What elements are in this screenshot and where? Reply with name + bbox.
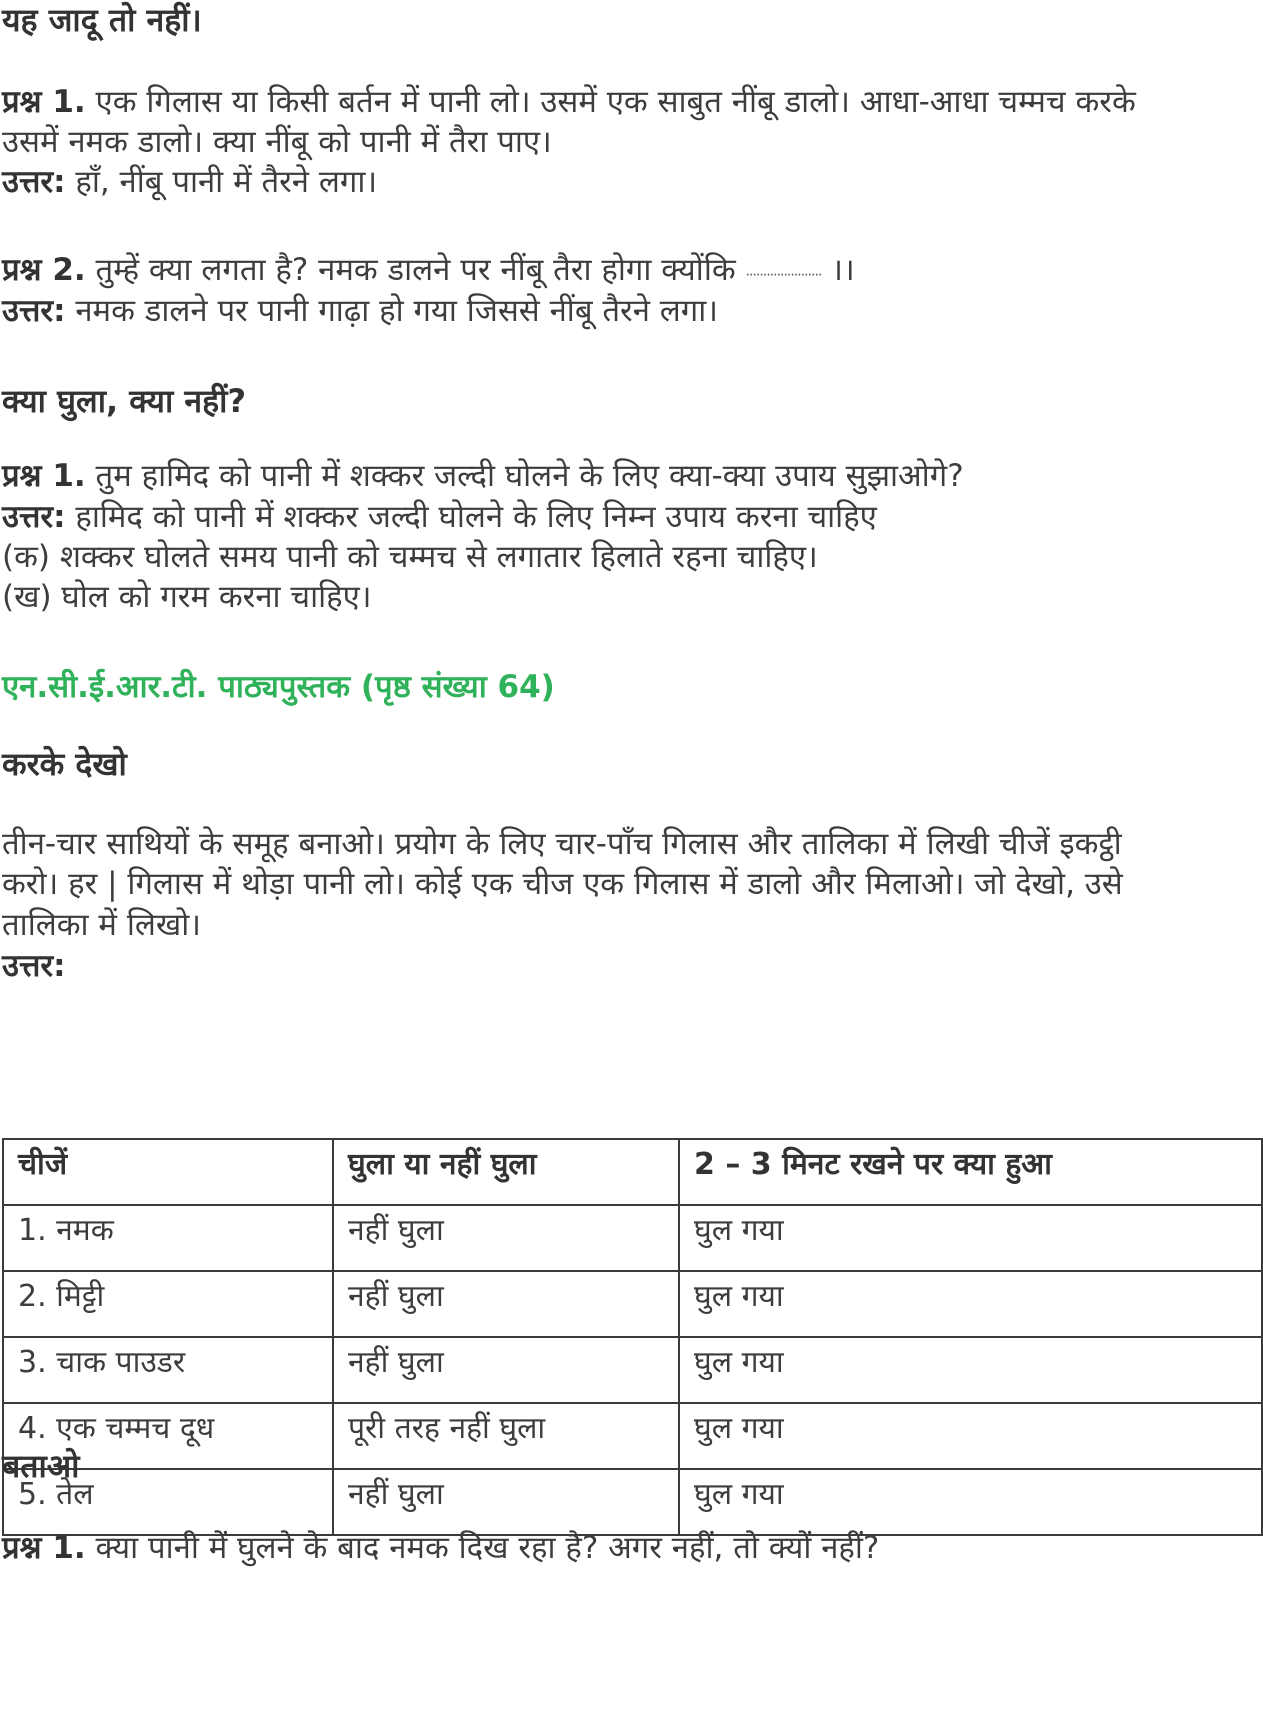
table-cell: घुल गया xyxy=(679,1403,1262,1469)
section-title-do: करके देखो xyxy=(2,745,127,783)
table-header-cell: चीजें xyxy=(3,1139,333,1205)
question-text: तुम हामिद को पानी में शक्कर जल्दी घोलने के लिए क्या-क्या उपाय सुझाओगे? xyxy=(85,458,964,494)
answer-label: उत्तर: xyxy=(2,164,66,200)
table-cell: पूरी तरह नहीं घुला xyxy=(333,1403,679,1469)
question-2-line xyxy=(2,250,855,292)
answer-text: नमक डालने पर पानी गाढ़ा हो गया जिससे नींबू तैरने लगा। xyxy=(65,293,719,329)
table-cell: घुल गया xyxy=(679,1205,1262,1271)
section-title-tell: बताओ xyxy=(2,1447,80,1485)
table-cell: नहीं घुला xyxy=(333,1469,679,1535)
table-row xyxy=(3,1271,1262,1337)
table-header-cell: 2 – 3 मिनट रखने पर क्या हुआ xyxy=(679,1139,1262,1205)
answer-2-line xyxy=(2,291,718,331)
table-row xyxy=(3,1469,1262,1535)
question-1-line-a xyxy=(2,82,1136,122)
paragraph-line-b: करो। हर | गिलास में थोड़ा पानी लो। कोई एक चीज एक गिलास में डालो और मिलाओ। जो देखो, उसे xyxy=(2,866,1123,902)
section-title-dissolve: क्या घुला, क्या नहीं? xyxy=(2,382,247,420)
table-row xyxy=(3,1205,1262,1271)
paragraph-line-a: तीन-चार साथियों के समूह बनाओ। प्रयोग के लिए चार-पाँच गिलास और तालिका में लिखी चीजें इकट्ठी xyxy=(2,826,1122,862)
question-label: प्रश्न 1. xyxy=(2,458,86,494)
answer-3-point-ka: (क) शक्कर घोलते समय पानी को चम्मच से लगातार हिलाते रहना चाहिए। xyxy=(2,539,818,575)
dissolve-table xyxy=(2,1138,1263,1536)
question-text: तुम्हें क्या लगता है? नमक डालने पर नींबू तैरा होगा क्योंकि xyxy=(85,252,746,288)
answer-3-line xyxy=(2,497,877,537)
table-cell: नहीं घुला xyxy=(333,1205,679,1271)
fill-blank-dots: ...................... xyxy=(745,263,822,280)
question-label: प्रश्न 2. xyxy=(2,252,86,288)
answer-label-table: उत्तर: xyxy=(2,948,66,984)
question-end: ।। xyxy=(821,252,855,288)
answer-3-point-kha: (ख) घोल को गरम करना चाहिए। xyxy=(2,579,372,615)
table-cell: 4. एक चम्मच दूध xyxy=(3,1403,333,1469)
answer-text: हाँ, नींबू पानी में तैरने लगा। xyxy=(65,164,378,200)
answer-1-line xyxy=(2,162,377,202)
paragraph-line-c: तालिका में लिखो। xyxy=(2,907,202,943)
table-cell: घुल गया xyxy=(679,1337,1262,1403)
section-title-magic: यह जादू तो नहीं। xyxy=(2,1,202,39)
answer-label: उत्तर: xyxy=(2,293,66,329)
table-row xyxy=(3,1337,1262,1403)
question-label: प्रश्न 1. xyxy=(2,1530,86,1566)
question-3-line xyxy=(2,456,964,496)
table-cell: घुल गया xyxy=(679,1271,1262,1337)
table-cell: 1. नमक xyxy=(3,1205,333,1271)
table-cell: नहीं घुला xyxy=(333,1271,679,1337)
table-row xyxy=(3,1403,1262,1469)
question-4-line xyxy=(2,1528,879,1568)
table-cell: 2. मिट्टी xyxy=(3,1271,333,1337)
table-cell: 5. तेल xyxy=(3,1469,333,1535)
answer-text: हामिद को पानी में शक्कर जल्दी घोलने के लिए निम्न उपाय करना चाहिए xyxy=(65,499,877,535)
table-cell: 3. चाक पाउडर xyxy=(3,1337,333,1403)
question-label: प्रश्न 1. xyxy=(2,84,86,120)
answer-label: उत्तर: xyxy=(2,499,66,535)
question-text: क्या पानी में घुलने के बाद नमक दिख रहा है? अगर नहीं, तो क्यों नहीं? xyxy=(85,1530,880,1566)
question-text: एक गिलास या किसी बर्तन में पानी लो। उसमें एक साबुत नींबू डालो। आधा-आधा चम्मच करके xyxy=(85,84,1136,120)
textbook-reference: एन.सी.ई.आर.टी. पाठ्यपुस्तक (पृष्ठ संख्या 64) xyxy=(2,669,555,705)
question-1-line-b: उसमें नमक डालो। क्या नींबू को पानी में तैरा पाए। xyxy=(2,124,552,160)
table-header-cell: घुला या नहीं घुला xyxy=(333,1139,679,1205)
table-header-row xyxy=(3,1139,1262,1205)
table-cell: घुल गया xyxy=(679,1469,1262,1535)
table-cell: नहीं घुला xyxy=(333,1337,679,1403)
